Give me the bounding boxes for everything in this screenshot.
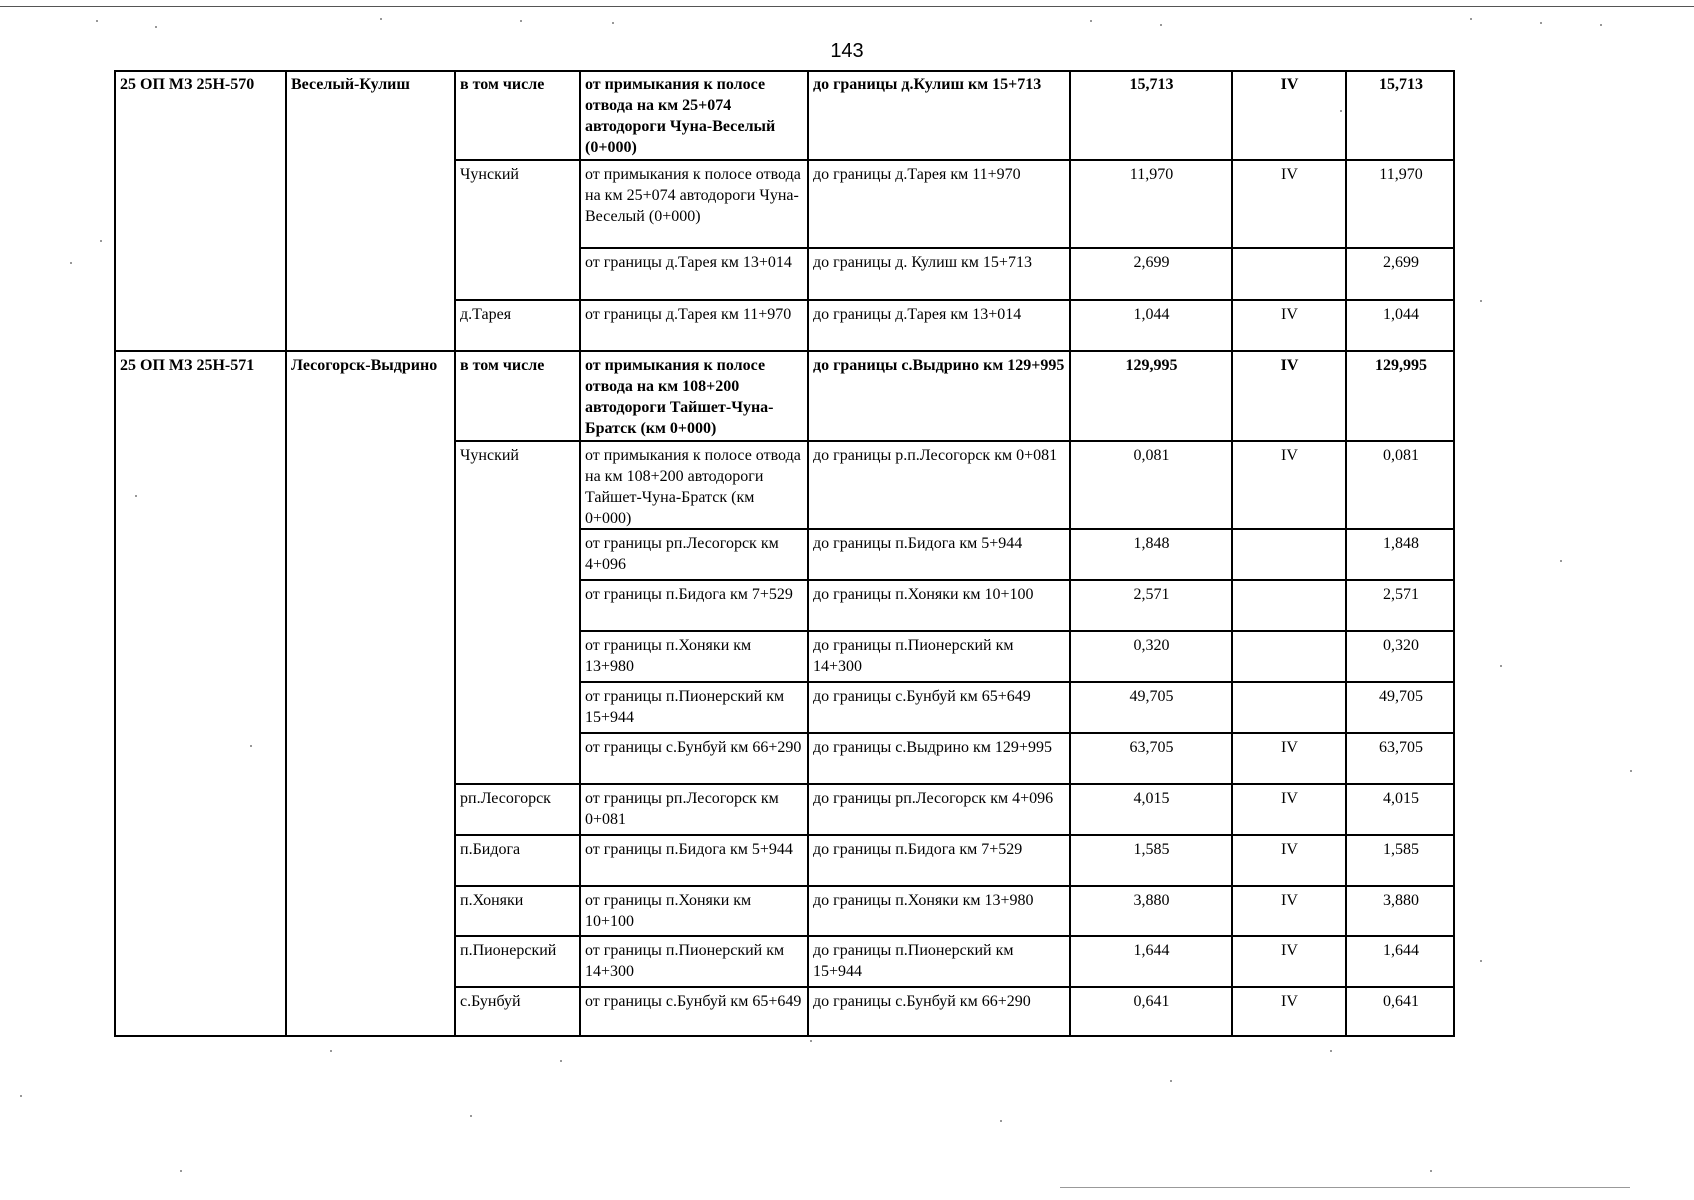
cell-length: 11,970 (1129, 166, 1174, 183)
cell-total: 0,081 (1383, 447, 1419, 464)
scan-speck (1630, 770, 1632, 772)
scan-speck (1480, 960, 1482, 962)
scan-speck (1340, 110, 1342, 112)
cell-to: до границы д.Кулиш км 15+713 (813, 76, 1042, 93)
cell-length: 0,641 (1133, 993, 1170, 1010)
cell-total: 15,713 (1379, 76, 1423, 93)
cell-total: 11,970 (1379, 166, 1423, 183)
cell-from: от границы п.Бидога км 7+529 (585, 586, 793, 603)
cell-area: с.Бунбуй (460, 993, 521, 1010)
cell-to: до границы д.Тарея км 13+014 (813, 306, 1022, 323)
cell-from: от границы п.Пионерский км 14+300 (585, 942, 785, 980)
cell-from: от границы п.Пионерский км 15+944 (585, 688, 785, 726)
cell-category: IV (1280, 76, 1299, 93)
table-vline (1069, 70, 1071, 1037)
cell-length: 2,699 (1133, 254, 1170, 271)
cell-to: до границы п.Хоняки км 10+100 (813, 586, 1034, 603)
scan-speck (520, 20, 522, 22)
cell-category: IV (1281, 993, 1298, 1010)
cell-area: п.Хоняки (460, 892, 524, 909)
scan-speck (330, 1050, 332, 1052)
scan-speck (1330, 1050, 1332, 1052)
cell-length: 129,995 (1125, 357, 1178, 374)
scan-top-edge (0, 6, 1694, 7)
cell-code: 25 ОП МЗ 25Н-571 (120, 357, 255, 374)
scan-speck (96, 20, 98, 22)
cell-total: 1,644 (1383, 942, 1419, 959)
cell-length: 49,705 (1129, 688, 1174, 705)
cell-from: от границы рп.Лесогорск км 4+096 (585, 535, 779, 573)
cell-area: Чунский (460, 447, 519, 464)
cell-to: до границы рп.Лесогорск км 4+096 (813, 790, 1054, 807)
cell-to: до границы п.Бидога км 7+529 (813, 841, 1023, 858)
cell-category: IV (1281, 306, 1298, 323)
cell-from: от границы с.Бунбуй км 66+290 (585, 739, 802, 756)
cell-length: 4,015 (1133, 790, 1170, 807)
cell-category: IV (1281, 166, 1298, 183)
cell-to: до границы с.Бунбуй км 66+290 (813, 993, 1031, 1010)
scan-speck (1480, 300, 1482, 302)
table-vline (1345, 70, 1347, 1037)
cell-from: от границы д.Тарея км 13+014 (585, 254, 792, 271)
cell-total: 1,585 (1383, 841, 1419, 858)
scan-speck (1430, 1170, 1432, 1172)
cell-to: до границы п.Пионерский км 14+300 (813, 637, 1014, 675)
cell-length: 3,880 (1133, 892, 1170, 909)
cell-length: 0,320 (1133, 637, 1170, 654)
cell-from: от примыкания к полосе отвода на км 108+200 автодороги Тайшет-Чуна-Братск (км 0+000) (585, 447, 801, 527)
scan-speck (560, 1060, 562, 1062)
cell-area: в том числе (460, 76, 545, 93)
cell-total: 1,044 (1383, 306, 1419, 323)
scan-speck (180, 1170, 182, 1172)
cell-length: 2,571 (1133, 586, 1170, 603)
cell-to: до границы п.Бидога км 5+944 (813, 535, 1023, 552)
cell-area: п.Пионерский (460, 942, 557, 959)
cell-category: IV (1281, 892, 1298, 909)
scan-speck (250, 745, 252, 747)
cell-category: IV (1281, 841, 1298, 858)
scan-speck (1600, 24, 1602, 26)
scan-speck (612, 22, 614, 24)
cell-name: Веселый-Кулиш (291, 76, 410, 93)
table-vline (454, 70, 456, 1037)
cell-from: от границы п.Хоняки км 10+100 (585, 892, 752, 930)
cell-area: в том числе (460, 357, 545, 374)
road-list-table (114, 70, 1455, 1037)
scan-speck (470, 1115, 472, 1117)
table-vline (807, 70, 809, 1037)
cell-category: IV (1281, 942, 1298, 959)
table-vline (285, 70, 287, 1037)
cell-category: IV (1281, 790, 1298, 807)
cell-total: 0,641 (1383, 993, 1419, 1010)
cell-to: до границы с.Выдрино км 129+995 (813, 357, 1065, 374)
cell-total: 49,705 (1379, 688, 1423, 705)
cell-from: от границы д.Тарея км 11+970 (585, 306, 792, 323)
cell-total: 0,320 (1383, 637, 1419, 654)
cell-length: 1,644 (1133, 942, 1170, 959)
scan-speck (1090, 20, 1092, 22)
cell-to: до границы с.Бунбуй км 65+649 (813, 688, 1031, 705)
cell-total: 2,699 (1383, 254, 1419, 271)
cell-to: до границы п.Хоняки км 13+980 (813, 892, 1034, 909)
cell-length: 1,044 (1133, 306, 1170, 323)
cell-total: 4,015 (1383, 790, 1419, 807)
scan-speck (1000, 1120, 1002, 1122)
scan-speck (1160, 24, 1162, 26)
cell-area: Чунский (460, 166, 519, 183)
scan-speck (1540, 22, 1542, 24)
scan-speck (1170, 1080, 1172, 1082)
scan-speck (135, 495, 137, 497)
table-vline (579, 70, 581, 1037)
cell-to: до границы д. Кулиш км 15+713 (813, 254, 1032, 271)
scan-speck (380, 18, 382, 20)
cell-length: 0,081 (1133, 447, 1170, 464)
page-number: 143 (830, 40, 864, 62)
cell-code: 25 ОП МЗ 25Н-570 (120, 76, 255, 93)
cell-length: 15,713 (1129, 76, 1174, 93)
cell-area: рп.Лесогорск (460, 790, 551, 807)
cell-length: 1,848 (1133, 535, 1170, 552)
scan-speck (20, 1095, 22, 1097)
cell-name: Лесогорск-Выдрино (291, 357, 438, 374)
cell-total: 2,571 (1383, 586, 1419, 603)
cell-from: от примыкания к полосе отвода на км 25+074 автодороги Чуна-Веселый (0+000) (585, 76, 776, 156)
scan-speck (1560, 560, 1562, 562)
cell-total: 63,705 (1379, 739, 1423, 756)
cell-length: 63,705 (1129, 739, 1174, 756)
cell-to: до границы п.Пионерский км 15+944 (813, 942, 1014, 980)
cell-to: до границы д.Тарея км 11+970 (813, 166, 1021, 183)
cell-total: 3,880 (1383, 892, 1419, 909)
scan-speck (155, 26, 157, 28)
cell-from: от границы п.Хоняки км 13+980 (585, 637, 752, 675)
cell-from: от примыкания к полосе отвода на км 25+074 автодороги Чуна-Веселый (0+000) (585, 166, 801, 225)
cell-from: от границы рп.Лесогорск км 0+081 (585, 790, 779, 828)
scan-speck (100, 240, 102, 242)
cell-total: 1,848 (1383, 535, 1419, 552)
cell-category: IV (1281, 447, 1298, 464)
scan-speck (1470, 18, 1472, 20)
cell-area: д.Тарея (460, 306, 512, 323)
cell-from: от примыкания к полосе отвода на км 108+200 автодороги Тайшет-Чуна-Братск (км 0+000) (585, 357, 774, 437)
cell-to: до границы с.Выдрино км 129+995 (813, 739, 1052, 756)
cell-from: от границы с.Бунбуй км 65+649 (585, 993, 802, 1010)
scan-speck (810, 1040, 812, 1042)
scan-bottom-edge (1060, 1187, 1630, 1188)
cell-category: IV (1281, 739, 1298, 756)
table-vline (1231, 70, 1233, 1037)
cell-total: 129,995 (1375, 357, 1427, 374)
scan-speck (1500, 665, 1502, 667)
cell-from: от границы п.Бидога км 5+944 (585, 841, 793, 858)
cell-category: IV (1280, 357, 1299, 374)
scan-speck (70, 262, 72, 264)
cell-to: до границы р.п.Лесогорск км 0+081 (813, 447, 1058, 464)
cell-area: п.Бидога (460, 841, 521, 858)
cell-length: 1,585 (1133, 841, 1170, 858)
